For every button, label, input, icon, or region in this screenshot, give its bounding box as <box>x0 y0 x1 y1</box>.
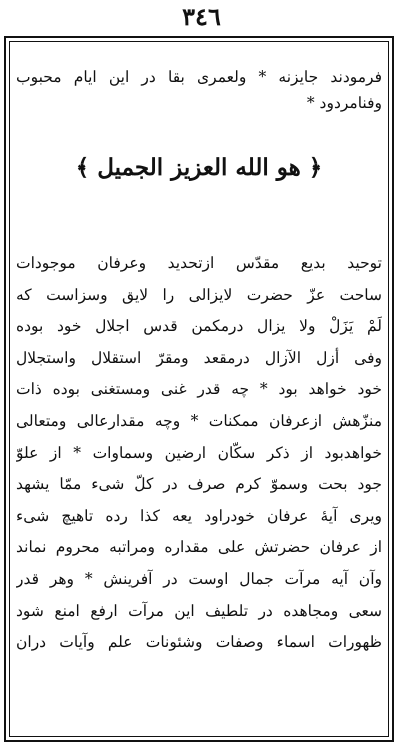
page-frame <box>4 36 394 742</box>
text-line: وآن آیه مرآت جمال اوست در آفرینش * وهر قدر <box>16 569 382 588</box>
text-line: ساحت عزّ حضرت لایزالی را لایق وسزاست که <box>16 285 382 304</box>
intro-paragraph <box>16 64 382 116</box>
text-line: وفی أزل الآزال درمقعد ومقرّ استقلال واستجلال <box>16 348 382 367</box>
text-line: سعی ومجاهده در تلطیف این مرآت ارفع امنع شود <box>16 601 382 620</box>
page-number: ٣٤٦ <box>182 2 221 31</box>
text-line: لَمْ یَزَلْ ولا یزال درمکمن قدس اجلال خود بوده <box>16 317 382 336</box>
text-line: منزّهش ازعرفان ممکنات * وچه مقدارعالی ومتعالی <box>16 411 382 430</box>
text-line: خود خواهد بود * چه قدر غنی ومستغنی بوده ذات <box>16 380 382 399</box>
text-line: ظهورات اسماء وصفات وشئونات علم وآیات دران <box>16 633 382 652</box>
text-line: ویری آیهٔ عرفان خودراود یعه کذا رده تاهیچ شیء <box>16 506 382 525</box>
text-line: جود بحت وسموّ کرم صرف در کلّ شیء ممّا یشهد <box>16 475 382 494</box>
text-line: خواهدبود از ذکر سکّان ارضین وسماوات * از علوّ <box>16 443 382 462</box>
text-line: وفنامردود * <box>306 94 382 112</box>
section-heading: ﴿ هو الله العزیز الجمیل ﴾ <box>75 154 323 181</box>
text-line: توحید بدیع مقدّس ازتحدید وعرفان موجودات <box>16 254 382 272</box>
text-line: فرمودند جایزنه * ولعمری بقا در این ایام محبوب <box>16 68 382 86</box>
body-paragraph <box>16 248 382 659</box>
text-line: از عرفان حضرتش علی مقداره ومراتبه محروم نماند <box>16 538 382 557</box>
